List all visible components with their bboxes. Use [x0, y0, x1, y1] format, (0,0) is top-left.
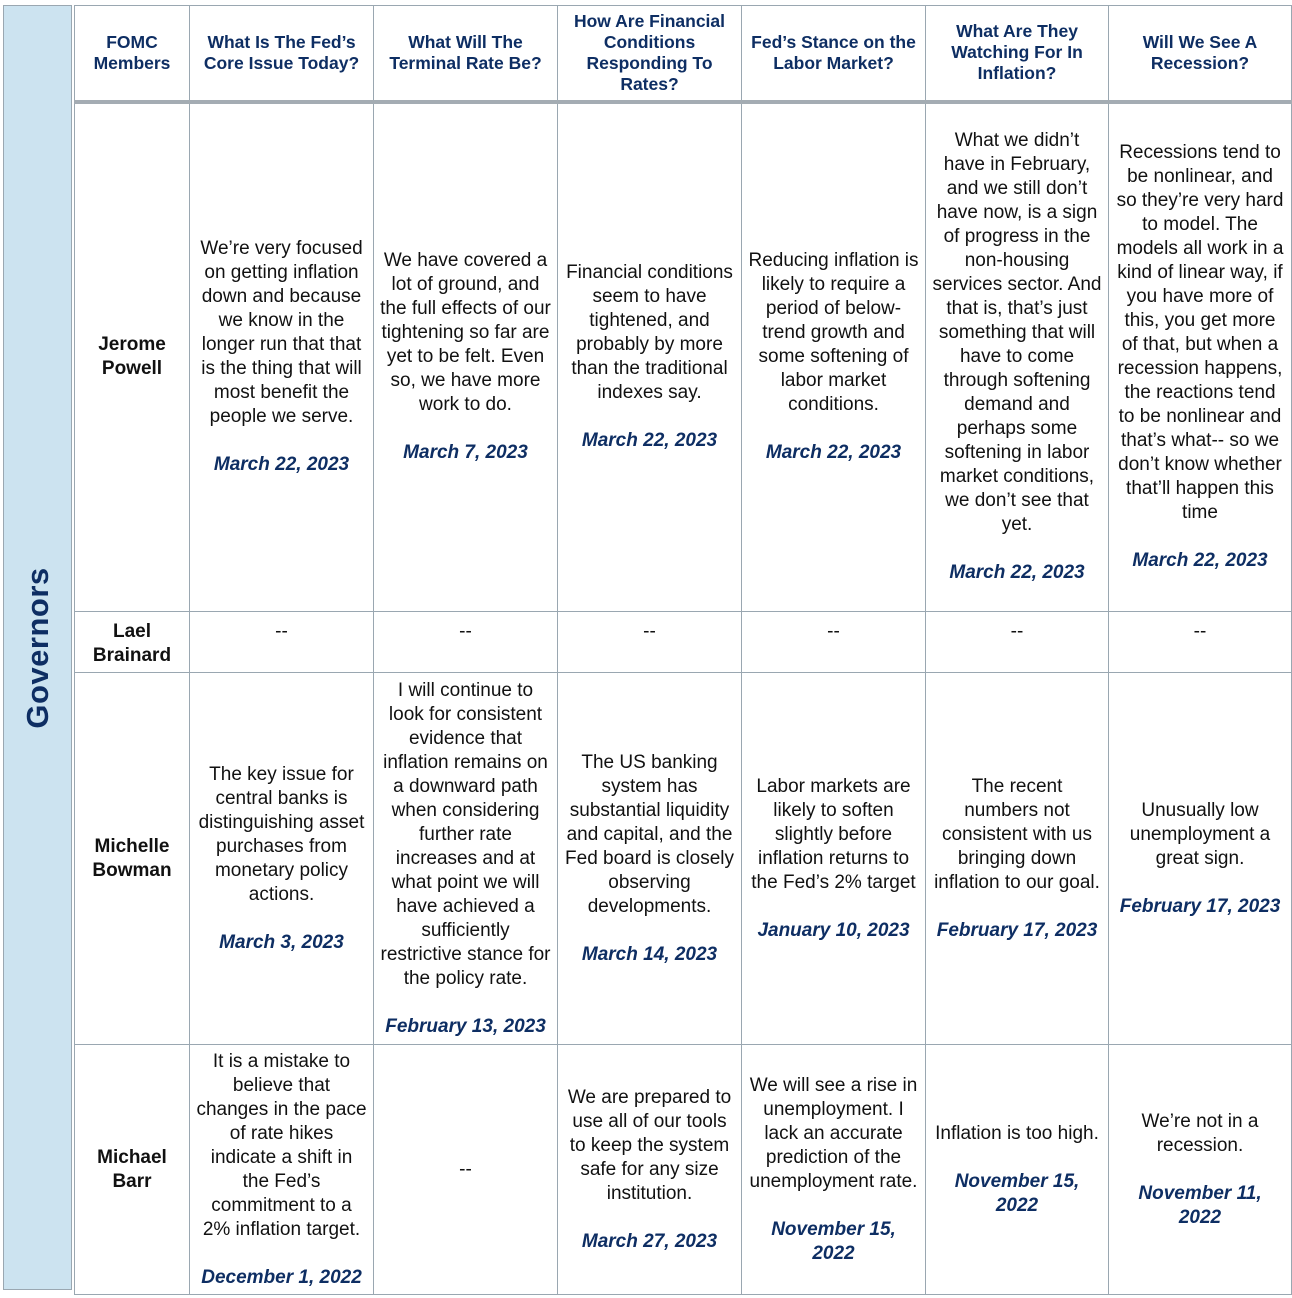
quote-date: March 22, 2023 [765, 442, 902, 464]
quote-date: February 13, 2023 [385, 1015, 546, 1037]
quote-date: March 3, 2023 [219, 931, 344, 953]
quote-date: March 7, 2023 [403, 442, 528, 464]
quote-cell [374, 612, 558, 673]
quote-cell [926, 102, 1109, 612]
member-name: Michelle Bowman [75, 673, 190, 1045]
quote-text: -- [459, 621, 472, 642]
quote-cell [926, 612, 1109, 673]
quote-cell [1109, 612, 1292, 673]
quote-cell [1109, 673, 1292, 1045]
header-terminal-rate: What Will The Terminal Rate Be? [374, 6, 558, 102]
quote-cell [1109, 1045, 1292, 1295]
quote-cell [926, 673, 1109, 1045]
quote-cell [558, 1045, 742, 1295]
quote-cell [190, 102, 374, 612]
quote-text: -- [275, 621, 288, 642]
quote-text: Labor markets are likely to soften slightly before inflation returns to the Fed’s 2% target [751, 775, 916, 893]
table-row [75, 102, 1292, 612]
table-row [75, 673, 1292, 1045]
quote-cell [190, 1045, 374, 1295]
quote-cell [926, 1045, 1109, 1295]
quote-cell [190, 673, 374, 1045]
quote-text: We’re not in a recession. [1141, 1110, 1259, 1156]
quote-cell [374, 673, 558, 1045]
quote-text: We will see a rise in unemployment. I lack an accurate prediction of the unemployment rate. [749, 1074, 918, 1192]
governors-label: Governors [19, 566, 55, 729]
quote-cell [190, 612, 374, 673]
table-row [75, 612, 1292, 673]
quote-cell [558, 673, 742, 1045]
quote-date: March 14, 2023 [581, 943, 718, 965]
quote-text: Recessions tend to be nonlinear, and so they’re very hard to model. The models all work in a kind of linear way, if you have more of this, you get more of that, but when a recession happens, the reactions tend to be nonlinear and that’s what-- so we don’t know whether that’ll happen this time [1116, 142, 1284, 524]
quote-date: March 22, 2023 [1132, 550, 1268, 572]
quote-text: -- [1010, 621, 1024, 642]
quote-cell [742, 1045, 926, 1295]
header-financial-conditions: How Are Financial Conditions Responding To Rates? [558, 6, 742, 102]
quote-text: We are prepared to use all of our tools to keep the system safe for any size institution. [567, 1086, 732, 1204]
quote-cell [1109, 102, 1292, 612]
quote-text: -- [827, 621, 840, 642]
quote-text: Unusually low unemployment a great sign. [1129, 799, 1271, 869]
quote-text: The key issue for central banks is distinguishing asset purchases from monetary policy actions. [198, 763, 365, 905]
member-name: Michael Barr [75, 1045, 190, 1295]
quote-date: March 27, 2023 [581, 1230, 718, 1252]
fomc-quotes-table [74, 5, 1292, 1295]
quote-cell [742, 673, 926, 1045]
quote-date: February 17, 2023 [936, 919, 1098, 941]
quote-text: It is a mistake to believe that changes in the pace of rate hikes indicate a shift in the Fed’s commitment to a 2% inflation target. [196, 1050, 367, 1240]
quote-text: -- [643, 621, 656, 642]
header-inflation-watch: What Are They Watching For In Inflation? [926, 6, 1109, 102]
quote-date: November 15, 2022 [954, 1170, 1080, 1216]
quote-cell [742, 102, 926, 612]
header-row [75, 6, 1292, 102]
quote-text: -- [1193, 621, 1207, 642]
quote-text: We have covered a lot of ground, and the full effects of our tightening so far are yet to be felt. Even so, we have more work to do. [380, 250, 551, 416]
quote-cell [374, 1045, 558, 1295]
quote-date: November 11, 2022 [1138, 1182, 1262, 1228]
quote-date: March 22, 2023 [213, 454, 350, 476]
quote-text: I will continue to look for consistent evidence that inflation remains on a downward path when considering further rate increases and at what point we will have achieved a sufficiently restrictive stance for the policy rate. [380, 679, 551, 989]
quote-cell [558, 102, 742, 612]
quote-date: March 22, 2023 [949, 562, 1085, 584]
quote-cell [374, 102, 558, 612]
quote-date: November 15, 2022 [771, 1218, 896, 1264]
quote-cell [742, 612, 926, 673]
quote-text: What we didn’t have in February, and we still don’t have now, is a sign of progress in the non-housing services sector. And that is, that’s just something that will have to come through softening demand and perhaps some softening in labor market conditions, we don’t see that yet. [932, 130, 1102, 536]
quote-cell [558, 612, 742, 673]
header-fomc-members: FOMC Members [75, 6, 190, 102]
quote-text: The US banking system has substantial liquidity and capital, and the Fed board is closely observing developments. [565, 751, 734, 917]
quote-text: Reducing inflation is likely to require a period of below-trend growth and some softening of labor market conditions. [748, 250, 919, 416]
quote-date: December 1, 2022 [201, 1266, 362, 1288]
quote-date: February 17, 2023 [1119, 895, 1281, 917]
quote-date: January 10, 2023 [757, 919, 910, 941]
quote-text: Financial conditions seem to have tightened, and probably by more than the traditional indexes say. [566, 262, 733, 404]
quote-text: We’re very focused on getting inflation down and because we know in the longer run that that is the thing that will most benefit the people we serve. [200, 238, 363, 428]
member-name: Jerome Powell [75, 102, 190, 612]
header-recession: Will We See A Recession? [1109, 6, 1292, 102]
member-name: Lael Brainard [75, 612, 190, 673]
quote-date: March 22, 2023 [581, 430, 718, 452]
quote-text: The recent numbers not consistent with us bringing down inflation to our goal. [934, 775, 1100, 893]
table-row [75, 1045, 1292, 1295]
header-labor-market: Fed’s Stance on the Labor Market? [742, 6, 926, 102]
header-core-issue: What Is The Fed’s Core Issue Today? [190, 6, 374, 102]
quote-text: Inflation is too high. [935, 1122, 1099, 1144]
quote-text: -- [459, 1158, 472, 1180]
governors-sidebar [3, 5, 72, 1290]
